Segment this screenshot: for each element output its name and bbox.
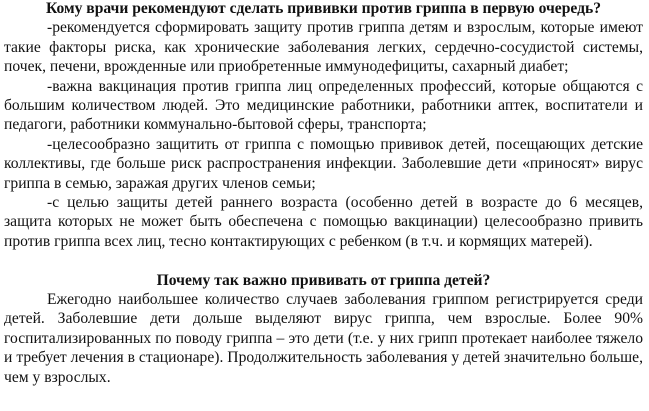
paragraph-risk-groups: -рекомендуется сформировать защиту против гриппа детям и взрослым, которые имеют такие факторы риска, как хронические заболевания легких, сердечно-сосудистой системы, почек, печени, врожденные или приобретенные иммунодефициты, сахарный диабет; xyxy=(4,19,643,76)
paragraph-infant-contacts: -с целью защиты детей раннего возраста (особенно детей в возрасте до 6 месяцев, защита которых не может быть обеспечена с помощью вакцинации) целесообразно привить против гриппа всех лиц, тесно контактирующих с ребенком (в т.ч. и кормящих матерей). xyxy=(4,194,643,250)
paragraph-children-in-groups: -целесообразно защитить от гриппа с помощью прививок детей, посещающих детские коллективы, где больше риск распространения инфекции. Заболевшие дети «приносят» вирус гриппа в семью, заражая других членов семьи; xyxy=(4,135,643,192)
section-heading-who-to-vaccinate: Кому врачи рекомендуют сделать прививки против гриппа в первую очередь? xyxy=(45,0,602,17)
section-heading-why-vaccinate-children: Почему так важно прививать от гриппа детей? xyxy=(156,271,491,289)
paragraph-professions: -важна вакцинация против гриппа лиц определенных профессий, которые общаются с большим количеством людей. Это медицинские работники, работники аптек, воспитатели и педагоги, работники коммунально-бытовой сферы, транспорта; xyxy=(4,77,643,134)
paragraph-children-statistics: Ежегодно наибольшее количество случаев заболевания гриппом регистрируется среди детей. Заболевшие дети дольше выделяют вирус гриппа, чем взрослые. Более 90% госпитализированных по поводу гриппа – это дети (т.е. у них грипп протекает наиболее тяжело и требует лечения в стационаре). Продолжительность заболевания у детей значительно больше, чем у взрослых. xyxy=(4,291,643,386)
section-spacer xyxy=(4,251,643,270)
